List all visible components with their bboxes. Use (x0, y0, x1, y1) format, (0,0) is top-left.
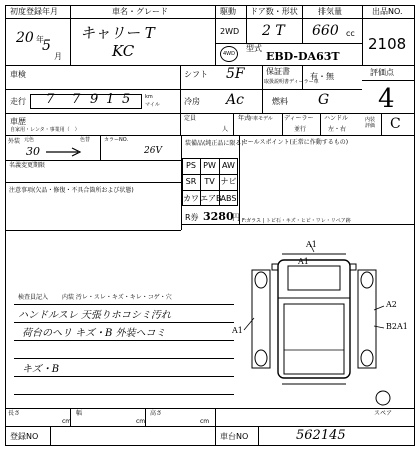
drive-stamp-icon: 4WD (220, 46, 238, 62)
damage-mark-right-2: B2A1 (386, 322, 408, 331)
width-label: 幅 (76, 410, 83, 417)
score-label: 評価点 (370, 68, 394, 77)
divider (145, 408, 146, 426)
inspection-label: 車検 (10, 70, 26, 79)
damage-mark-left: A1 (232, 326, 243, 335)
cab-outline (288, 266, 340, 290)
equip-pw: PW (203, 161, 216, 170)
score-value: 4 (378, 84, 395, 114)
mileage-digit: 7 (72, 92, 81, 107)
name-change-label: 名義変更期限 (9, 162, 46, 169)
recycle-label: R券 (185, 213, 199, 222)
handle-sub: 左・右 (328, 126, 347, 133)
capacity-label: 定員 (184, 115, 197, 122)
month-unit: 月 (54, 52, 62, 61)
divider (215, 5, 216, 65)
divider (215, 43, 362, 44)
glass-label: F:ガラス | トビ石・キズ・ヒビ・ワレ・リペア跡 (242, 218, 351, 224)
first-reg-label: 初度登録年月 (10, 7, 58, 16)
fuel-label: 燃料 (272, 97, 288, 106)
divider (14, 304, 234, 305)
chassis-label: 車台NO (220, 432, 249, 441)
divider (182, 174, 238, 175)
equip-navi: ナビ (220, 177, 237, 186)
color-code-label: カラーNO. (104, 137, 129, 143)
divider (381, 113, 382, 135)
mileage-digit: 1 (106, 92, 115, 107)
wheel-icon (255, 272, 267, 288)
spare-label: スペア (374, 410, 393, 417)
recycle-unit: 円 (232, 213, 240, 222)
divider (320, 113, 321, 135)
ac-value: Ac (226, 92, 244, 108)
drive-label: 駆動 (220, 7, 236, 16)
length-label: 長さ (8, 410, 21, 417)
displacement-label: 排気量 (318, 7, 342, 16)
wheel-icon (361, 272, 373, 288)
original-color-label: 元色 (24, 137, 35, 143)
equip-aw: AW (222, 161, 235, 170)
divider (5, 18, 415, 19)
divider (14, 340, 234, 341)
warranty-label: 保証書 (266, 67, 290, 76)
listing-label: 出品NO. (372, 7, 403, 16)
divider (5, 230, 181, 231)
cc-unit: cc (346, 29, 355, 38)
drive-value: 2WD (220, 27, 240, 36)
divider (182, 190, 238, 191)
divider (180, 65, 181, 135)
height-label: 高さ (150, 410, 163, 417)
history-label: 車歴 (10, 117, 26, 126)
equip-tv: TV (204, 177, 215, 186)
reg-year: 20 (16, 30, 34, 46)
divider (262, 65, 263, 113)
shift-label: シフト (184, 70, 208, 79)
divider (362, 113, 415, 114)
damage-mark-front: A1 (306, 240, 317, 249)
divider (5, 113, 362, 114)
inspector-note-2: 荷台のヘリ キズ・B 外装ヘコミ (22, 328, 166, 339)
chassis-number: 562145 (296, 428, 346, 443)
damage-mark-cab: A1 (298, 257, 309, 266)
inspector-legend: 内装 汚レ・スレ・キズ・キレ・コゲ・穴 (62, 294, 172, 301)
spare-tire-icon (376, 391, 390, 405)
divider (5, 160, 181, 161)
divider (258, 426, 259, 446)
equip-ps: PS (186, 161, 196, 170)
km-label: km (145, 94, 153, 100)
body-outline (278, 260, 350, 378)
door-value: 2 T (262, 23, 285, 39)
interior-score: C (390, 116, 401, 132)
mileage-digit: 9 (90, 92, 99, 107)
divider (302, 65, 303, 89)
reg-month: 5 (42, 38, 51, 54)
ac-label: 冷房 (184, 97, 200, 106)
interior-label: 内装評価 (365, 117, 376, 129)
displacement-value: 660 (312, 23, 339, 39)
divider (215, 408, 216, 446)
divider (70, 5, 71, 65)
model-value: EBD-DA63T (266, 50, 340, 63)
sales-point-label: セールスポイント(正常に作動するもの) (242, 139, 349, 146)
recycle-value: 3280 (203, 210, 234, 223)
divider (362, 80, 415, 81)
divider (239, 135, 240, 224)
exterior-label: 外装 (8, 138, 21, 145)
equip-sr: SR (185, 177, 197, 186)
divider (5, 426, 415, 427)
inspector-note-1: ハンドルスレ 天張りホコシミ汚れ (18, 310, 171, 321)
divider (302, 5, 303, 43)
dealer-label: ディーラー (284, 115, 314, 122)
width-unit: cm (136, 418, 146, 425)
wheel-icon (361, 350, 373, 366)
mileage-digit: 7 (46, 92, 55, 107)
warranty-sub: 取扱説明書ディーラー車 (264, 79, 319, 85)
color-change-label: 色替 (80, 137, 91, 143)
shift-value: 5F (226, 66, 245, 82)
color-code: 26V (144, 146, 162, 156)
divider (233, 113, 234, 135)
divider (14, 322, 234, 323)
height-unit: cm (200, 418, 210, 425)
divider (182, 224, 415, 225)
year-unit: 年 (36, 35, 44, 44)
model-label: 型式 (246, 44, 262, 53)
inspector-note-3: キズ・B (22, 364, 60, 375)
equip-leather: カワ (183, 194, 199, 203)
history-sub: 自家用・レンタ・事業用（ ） (10, 127, 80, 133)
reg-no-label: 登録NO (10, 432, 39, 441)
right-side-outline (358, 270, 376, 368)
car-name: キャリー T (80, 24, 155, 42)
equipment-title: 装備品(純正品に限る) (185, 140, 244, 147)
grade: KC (112, 42, 135, 60)
divider (14, 358, 234, 359)
dealer-sub: 並行 (294, 126, 307, 133)
year-model-sub: 年車モデル (248, 116, 273, 122)
listing-number: 2108 (368, 35, 407, 53)
divider (5, 135, 415, 136)
divider (50, 426, 51, 446)
warranty-options: 有・無 (310, 72, 334, 81)
name-grade-label: 車名・グレード (112, 7, 168, 16)
bed-outline (284, 304, 344, 374)
mileage-label: 走行 (10, 97, 26, 106)
mirror-icon (350, 264, 356, 270)
divider (282, 113, 283, 135)
divider (362, 5, 363, 65)
divider (5, 408, 415, 409)
mile-label: マイル (145, 102, 160, 108)
length-unit: cm (62, 418, 72, 425)
fuel-value: G (318, 92, 330, 108)
damage-mark-right-1: A2 (386, 300, 397, 309)
divider (5, 89, 362, 90)
year-model-label: 年式 (238, 115, 251, 122)
capacity-unit: 人 (222, 126, 229, 133)
handle-label: ハンドル (324, 115, 349, 122)
original-color: 30 (26, 145, 40, 158)
divider (181, 135, 182, 230)
arrow-right-icon (44, 147, 84, 157)
divider (70, 408, 71, 426)
notes-label: 注意事項(欠品・修復・不具合箇所および状態) (9, 187, 134, 194)
divider (246, 5, 247, 43)
divider (100, 135, 101, 160)
divider (5, 182, 181, 183)
inspector-label: 検査員記入 (18, 294, 49, 301)
vehicle-diagram (238, 240, 398, 408)
door-label: ドア数・形状 (250, 7, 298, 16)
left-side-outline (252, 270, 270, 368)
mileage-digit: 5 (122, 92, 131, 107)
divider (14, 394, 234, 395)
equip-abs: ABS (220, 194, 237, 203)
divider (14, 376, 234, 377)
equip-airbag: エアB (200, 194, 222, 203)
wheel-icon (255, 350, 267, 366)
divider (5, 65, 415, 66)
mirror-icon (272, 264, 278, 270)
